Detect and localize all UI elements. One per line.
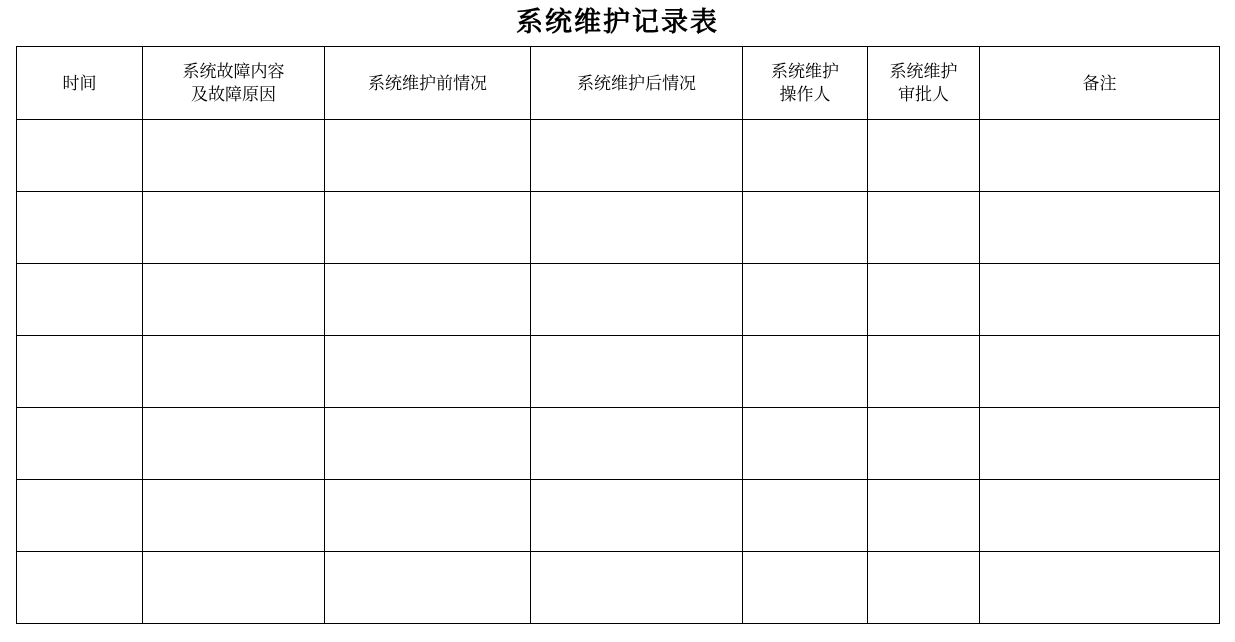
cell-remark[interactable] (980, 480, 1220, 552)
cell-fault-content[interactable] (143, 408, 325, 480)
cell-time[interactable] (17, 480, 143, 552)
table-container (0, 46, 1235, 624)
column-header-after-maintenance-line-1: 系统维护后情况 (577, 73, 696, 93)
column-header-time-line-1: 时间 (62, 73, 97, 93)
cell-fault-content[interactable] (143, 192, 325, 264)
cell-before-maintenance[interactable] (325, 120, 531, 192)
cell-fault-content[interactable] (143, 480, 325, 552)
table-row (17, 192, 1220, 264)
column-header-operator (743, 47, 868, 120)
cell-remark[interactable] (980, 192, 1220, 264)
cell-approver[interactable] (868, 408, 980, 480)
column-header-operator-line-1: 系统维护 (771, 62, 839, 81)
cell-before-maintenance[interactable] (325, 480, 531, 552)
cell-after-maintenance[interactable] (531, 408, 743, 480)
column-header-before-maintenance (325, 47, 531, 120)
table-row (17, 480, 1220, 552)
table-row (17, 552, 1220, 624)
cell-time[interactable] (17, 192, 143, 264)
cell-after-maintenance[interactable] (531, 192, 743, 264)
cell-remark[interactable] (980, 336, 1220, 408)
cell-remark[interactable] (980, 120, 1220, 192)
cell-time[interactable] (17, 120, 143, 192)
cell-after-maintenance[interactable] (531, 120, 743, 192)
cell-before-maintenance[interactable] (325, 552, 531, 624)
column-header-fault-content (143, 47, 325, 120)
cell-after-maintenance[interactable] (531, 552, 743, 624)
page-title: 系统维护记录表 (516, 7, 719, 37)
column-header-after-maintenance (531, 47, 743, 120)
table-header (17, 47, 1220, 120)
cell-approver[interactable] (868, 120, 980, 192)
cell-operator[interactable] (743, 264, 868, 336)
column-header-time (17, 47, 143, 120)
column-header-approver (868, 47, 980, 120)
cell-after-maintenance[interactable] (531, 264, 743, 336)
table-row (17, 120, 1220, 192)
table-row (17, 264, 1220, 336)
cell-approver[interactable] (868, 192, 980, 264)
column-header-approver-line-1: 系统维护 (889, 62, 958, 81)
column-header-remark (980, 47, 1220, 120)
cell-time[interactable] (17, 552, 143, 624)
cell-remark[interactable] (980, 264, 1220, 336)
cell-operator[interactable] (743, 480, 868, 552)
column-header-approver-line-2: 审批人 (898, 85, 949, 104)
table-row (17, 336, 1220, 408)
column-header-fault-content-line-1: 系统故障内容 (182, 62, 285, 81)
cell-fault-content[interactable] (143, 552, 325, 624)
cell-approver[interactable] (868, 480, 980, 552)
column-header-fault-content-line-2: 及故障原因 (191, 85, 276, 104)
cell-operator[interactable] (743, 120, 868, 192)
column-header-before-maintenance-line-1: 系统维护前情况 (368, 73, 487, 93)
cell-remark[interactable] (980, 408, 1220, 480)
cell-time[interactable] (17, 336, 143, 408)
cell-approver[interactable] (868, 264, 980, 336)
column-header-remark-line-1: 备注 (1082, 73, 1117, 93)
cell-after-maintenance[interactable] (531, 480, 743, 552)
table-row (17, 408, 1220, 480)
cell-after-maintenance[interactable] (531, 336, 743, 408)
cell-fault-content[interactable] (143, 336, 325, 408)
cell-time[interactable] (17, 264, 143, 336)
table-header-row (17, 47, 1220, 120)
table-body (17, 120, 1220, 624)
cell-operator[interactable] (743, 192, 868, 264)
cell-operator[interactable] (743, 408, 868, 480)
cell-before-maintenance[interactable] (325, 408, 531, 480)
cell-before-maintenance[interactable] (325, 192, 531, 264)
cell-approver[interactable] (868, 336, 980, 408)
cell-before-maintenance[interactable] (325, 264, 531, 336)
cell-before-maintenance[interactable] (325, 336, 531, 408)
cell-fault-content[interactable] (143, 264, 325, 336)
cell-operator[interactable] (743, 552, 868, 624)
cell-fault-content[interactable] (143, 120, 325, 192)
cell-time[interactable] (17, 408, 143, 480)
cell-remark[interactable] (980, 552, 1220, 624)
cell-operator[interactable] (743, 336, 868, 408)
cell-approver[interactable] (868, 552, 980, 624)
column-header-operator-line-2: 操作人 (779, 85, 831, 104)
maintenance-record-table (16, 46, 1220, 624)
